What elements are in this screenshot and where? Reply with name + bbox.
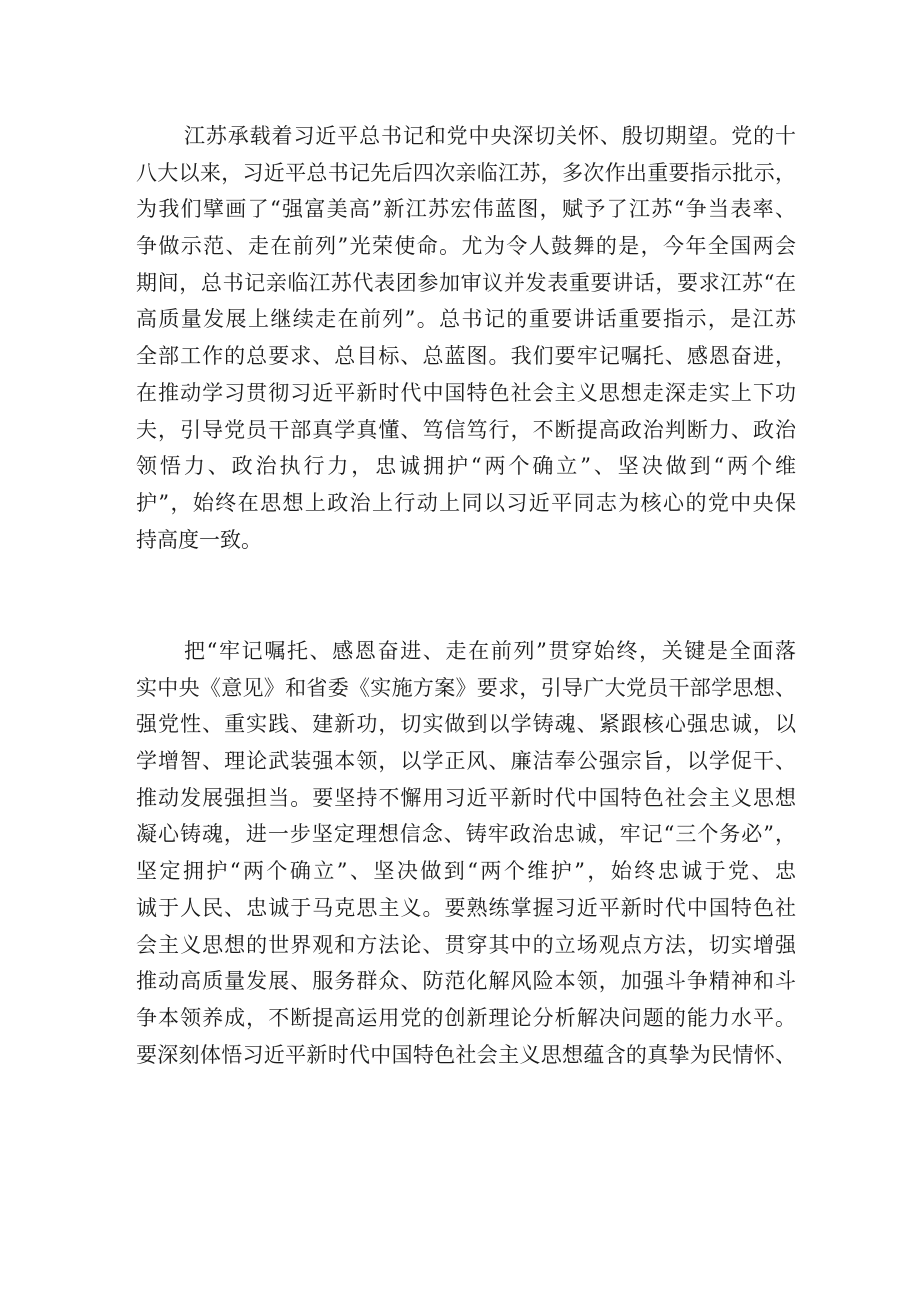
paragraph-line: 为我们擘画了“强富美高”新江苏宏伟蓝图，赋予了江苏“争当表率、 (136, 197, 796, 222)
paragraph-line: 会主义思想的世界观和方法论、贯穿其中的立场观点方法，切实增强 (136, 932, 796, 957)
paragraph-line: 强党性、重实践、建新功，切实做到以学铸魂、紧跟核心强忠诚，以 (136, 712, 796, 737)
paragraph-line: 全部工作的总要求、总目标、总蓝图。我们要牢记嘱托、感恩奋进， (136, 344, 796, 369)
paragraph-line: 护”，始终在思想上政治上行动上同以习近平同志为核心的党中央保 (136, 490, 796, 515)
paragraph-line: 学增智、理论武装强本领，以学正风、廉洁奉公强宗旨，以学促干、 (136, 749, 796, 774)
paragraph-line: 争做示范、走在前列”光荣使命。尤为令人鼓舞的是，今年全国两会 (136, 234, 796, 259)
paragraph-line: 凝心铸魂，进一步坚定理想信念、铸牢政治忠诚，牢记“三个务必”， (136, 822, 796, 847)
paragraph-line: 推动高质量发展、服务群众、防范化解风险本领，加强斗争精神和斗 (136, 969, 796, 994)
paragraph-line: 江苏承载着习近平总书记和党中央深切关怀、殷切期望。党的十 (184, 124, 796, 148)
paragraph-line: 推动发展强担当。要坚持不懈用习近平新时代中国特色社会主义思想 (136, 785, 796, 810)
paragraph-line: 诚于人民、忠诚于马克思主义。要熟练掌握习近平新时代中国特色社 (136, 895, 796, 920)
paragraph-line: 领悟力、政治执行力，忠诚拥护“两个确立”、坚决做到“两个维 (136, 454, 796, 479)
paragraph-line: 夫，引导党员干部真学真懂、笃信笃行，不断提高政治判断力、政治 (136, 417, 796, 442)
paragraph-1 (136, 118, 796, 558)
paragraph-line: 争本领养成，不断提高运用党的创新理论分析解决问题的能力水平。 (136, 1005, 796, 1030)
paragraph-line: 期间，总书记亲临江苏代表团参加审议并发表重要讲话，要求江苏“在 (136, 270, 796, 295)
paragraph-2 (136, 633, 796, 1073)
paragraph-line: 高质量发展上继续走在前列”。总书记的重要讲话重要指示，是江苏 (136, 307, 796, 332)
paragraph-line: 要深刻体悟习近平新时代中国特色社会主义思想蕴含的真挚为民情怀、 (136, 1042, 796, 1067)
paragraph-line: 持高度一致。 (136, 527, 262, 552)
paragraph-line: 把“牢记嘱托、感恩奋进、走在前列”贯穿始终，关键是全面落 (184, 639, 796, 663)
paragraph-line: 八大以来，习近平总书记先后四次亲临江苏，多次作出重要指示批示， (136, 160, 796, 185)
paragraph-line: 在推动学习贯彻习近平新时代中国特色社会主义思想走深走实上下功 (136, 380, 796, 405)
paragraph-line: 实中央《意见》和省委《实施方案》要求，引导广大党员干部学思想、 (136, 675, 796, 700)
paragraph-line: 坚定拥护“两个确立”、坚决做到“两个维护”，始终忠诚于党、忠 (136, 859, 796, 884)
